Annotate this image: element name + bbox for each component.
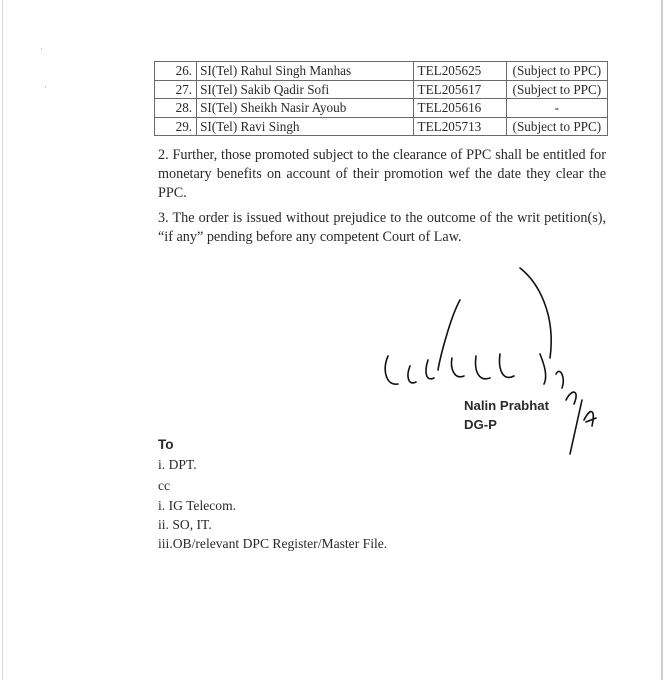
employee-number-cell: TEL205625 xyxy=(413,62,506,81)
remark-cell: (Subject to PPC) xyxy=(506,117,607,136)
employee-number-cell: TEL205617 xyxy=(413,80,506,99)
officer-name-cell: SI(Tel) Rahul Singh Manhas xyxy=(197,62,413,81)
to-label: To xyxy=(158,437,174,452)
table-row xyxy=(155,99,608,118)
scan-speck: · xyxy=(40,44,43,54)
table-row xyxy=(155,80,608,99)
to-recipient: i. DPT. xyxy=(158,457,197,472)
serial-number-cell: 28. xyxy=(155,99,197,118)
serial-number-cell: 29. xyxy=(155,117,197,136)
page-edge-right xyxy=(661,0,663,680)
cc-recipient: iii.OB/relevant DPC Register/Master File. xyxy=(158,536,388,551)
employee-number-cell: TEL205713 xyxy=(413,117,506,136)
paragraph-2: 2. Further, those promoted subject to the clearance of PPC shall be entitled for monetary benefits on account of their promotion wef the date they clear the PPC. xyxy=(158,147,606,201)
table-row xyxy=(155,117,608,136)
serial-number-cell: 26. xyxy=(155,62,197,81)
officer-name-cell: SI(Tel) Ravi Singh xyxy=(197,117,413,136)
cc-recipient: i. IG Telecom. xyxy=(158,498,237,513)
officer-name-cell: SI(Tel) Sakib Qadir Sofi xyxy=(197,80,413,99)
page-edge-left xyxy=(2,0,3,680)
remark-cell: (Subject to PPC) xyxy=(506,80,607,99)
signer-name: Nalin Prabhat xyxy=(464,398,550,413)
cc-recipient: ii. SO, IT. xyxy=(158,517,212,532)
officer-name-cell: SI(Tel) Sheikh Nasir Ayoub xyxy=(197,99,413,118)
scan-speck: · xyxy=(44,82,47,92)
paragraph-3: 3. The order is issued without prejudice to the outcome of the writ petition(s), “if any” pending before any competent Court of Law. xyxy=(158,210,606,245)
table-row xyxy=(155,62,608,81)
remark-cell: (Subject to PPC) xyxy=(506,62,607,81)
signer-designation: DG-P xyxy=(464,417,497,432)
cc-label: cc xyxy=(158,478,171,493)
serial-number-cell: 27. xyxy=(155,80,197,99)
employee-number-cell: TEL205616 xyxy=(413,99,506,118)
remark-cell: - xyxy=(506,99,607,118)
promotion-table xyxy=(154,61,608,136)
